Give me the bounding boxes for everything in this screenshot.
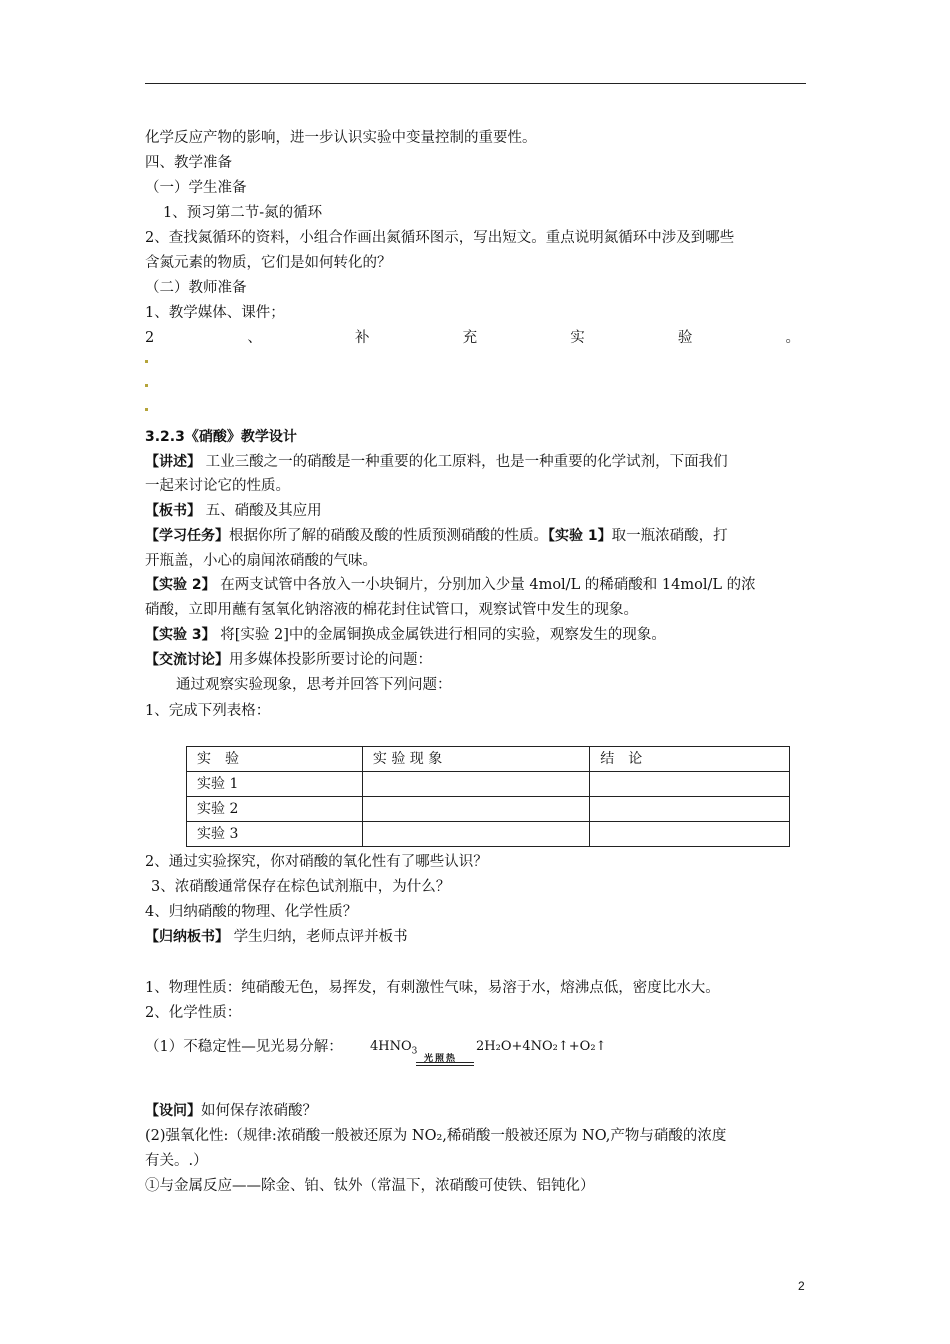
reaction-arrow-line	[416, 1062, 474, 1063]
spread-char: 实	[570, 330, 585, 346]
table-cell	[362, 797, 589, 822]
section-heading: 四、教学准备	[145, 155, 232, 171]
text: 工业三酸之一的硝酸是一种重要的化工原料，也是一种重要的化学试剂，下面我们	[205, 454, 728, 470]
table-cell: 实验 1	[187, 772, 363, 797]
spread-char: 验	[677, 330, 693, 346]
text: 取一瓶浓硝酸，打	[611, 528, 728, 544]
tag: 【交流讨论】	[145, 652, 229, 668]
tag: 【设问】	[145, 1103, 201, 1119]
paragraph-banshu	[145, 501, 322, 521]
paragraph-jiaoliu	[145, 650, 432, 670]
table-header: 结 论	[590, 747, 790, 772]
tag: 【学习任务】	[145, 528, 229, 544]
tag: 【实验 2】	[145, 577, 216, 593]
spread-char: 。	[785, 330, 800, 346]
text-line: 硝酸，立即用蘸有氢氧化钠溶液的棉花封住试管口，观察试管中发生的现象。	[145, 602, 638, 618]
paragraph-jiangshu	[145, 452, 728, 472]
table-cell: 实验 2	[187, 797, 363, 822]
table-cell	[362, 822, 589, 847]
spread-char: 、	[247, 330, 262, 346]
table-row	[187, 797, 790, 822]
tag: 【实验 3】	[145, 627, 216, 643]
equation-reactant: $4HNO_3$	[370, 1039, 418, 1057]
question: 2、通过实验探究，你对硝酸的氧化性有了哪些认识？	[145, 854, 488, 870]
text-line: 一起来讨论它的性质。	[145, 478, 290, 494]
tag: 【讲述】	[145, 454, 201, 470]
table-cell	[590, 797, 790, 822]
question: 1、完成下列表格：	[145, 703, 271, 719]
text-line: 开瓶盖，小心的扇闻浓硝酸的气味。	[145, 553, 377, 569]
tag: 【归纳板书】	[145, 929, 229, 945]
table-cell	[590, 822, 790, 847]
subsection-heading: （一）学生准备	[145, 180, 247, 196]
text: 在两支试管中各放入一小块铜片，分别加入少量 4mol/L 的稀硝酸和 14mol/L 的浓	[220, 577, 756, 593]
marker-dot	[145, 408, 148, 411]
paragraph-guina	[145, 927, 408, 947]
tag: 【板书】	[145, 503, 201, 519]
table-header-row	[187, 747, 790, 772]
spread-char: 2	[145, 330, 155, 346]
reaction-condition: 光照热	[424, 1054, 458, 1064]
text: 将[实验 2]中的金属铜换成金属铁进行相同的实验，观察发生的现象。	[220, 627, 666, 643]
text-line: 1、教学媒体、课件；	[145, 305, 285, 321]
tag: 【实验 1】	[548, 528, 612, 544]
text-line: (2)强氧化性:（规律:浓硝酸一般被还原为 NO₂,稀硝酸一般被还原为 NO,产物与硝酸的浓度	[145, 1128, 727, 1144]
document-title: 3.2.3《硝酸》教学设计	[145, 429, 297, 445]
paragraph-shiyan3	[145, 625, 666, 645]
physical-properties: 1、物理性质：纯硝酸无色，易挥发，有刺激性气味，易溶于水，熔沸点低，密度比水大。	[145, 980, 720, 996]
experiment-table	[186, 746, 790, 847]
instability-label: （1）不稳定性—见光易分解：	[145, 1039, 343, 1055]
table-row	[187, 822, 790, 847]
page-number: 2	[798, 1279, 805, 1293]
spread-char: 补	[354, 330, 370, 346]
spread-char: 充	[462, 330, 478, 346]
text-line: 1、预习第二节-氮的循环	[163, 205, 323, 221]
table-cell	[590, 772, 790, 797]
text-line: 2、查找氮循环的资料，小组合作画出氮循环图示，写出短文。重点说明氮循环中涉及到哪些	[145, 230, 735, 246]
text: 用多媒体投影所要讨论的问题：	[229, 652, 432, 668]
text-line: 含氮元素的物质，它们是如何转化的？	[145, 255, 392, 271]
chemical-properties: 2、化学性质：	[145, 1005, 242, 1021]
question: 3、浓硝酸通常保存在棕色试剂瓶中，为什么？	[151, 879, 451, 895]
paragraph-xuexi	[145, 526, 728, 546]
equation-products: 2H₂O+4NO₂↑+O₂↑	[476, 1039, 607, 1054]
text: 五、硝酸及其应用	[205, 503, 322, 519]
table-header: 实 验	[187, 747, 363, 772]
marker-dot	[145, 360, 148, 363]
paragraph-shiyan2	[145, 575, 756, 595]
subsection-heading: （二）教师准备	[145, 280, 247, 296]
table-header: 实 验 现 象	[362, 747, 589, 772]
text: 学生归纳，老师点评并板书	[233, 929, 408, 945]
spread-line	[145, 328, 800, 348]
text-line: 化学反应产物的影响，进一步认识实验中变量控制的重要性。	[145, 130, 537, 146]
text-line: 通过观察实验现象，思考并回答下列问题：	[176, 677, 452, 693]
table-cell: 实验 3	[187, 822, 363, 847]
header-rule	[145, 83, 806, 84]
text-line: 有关。.）	[145, 1153, 208, 1169]
marker-dot	[145, 384, 148, 387]
question: 4、归纳硝酸的物理、化学性质？	[145, 904, 358, 920]
text-line: ①与金属反应——除金、铂、钛外（常温下，浓硝酸可使铁、铝钝化）	[145, 1178, 595, 1194]
paragraph-sheweng	[145, 1101, 317, 1121]
text: 如何保存浓硝酸？	[201, 1103, 317, 1119]
table-row	[187, 772, 790, 797]
table-cell	[362, 772, 589, 797]
reaction-arrow-line	[416, 1065, 474, 1066]
text: 根据你所了解的硝酸及酸的性质预测硝酸的性质。	[229, 528, 548, 544]
